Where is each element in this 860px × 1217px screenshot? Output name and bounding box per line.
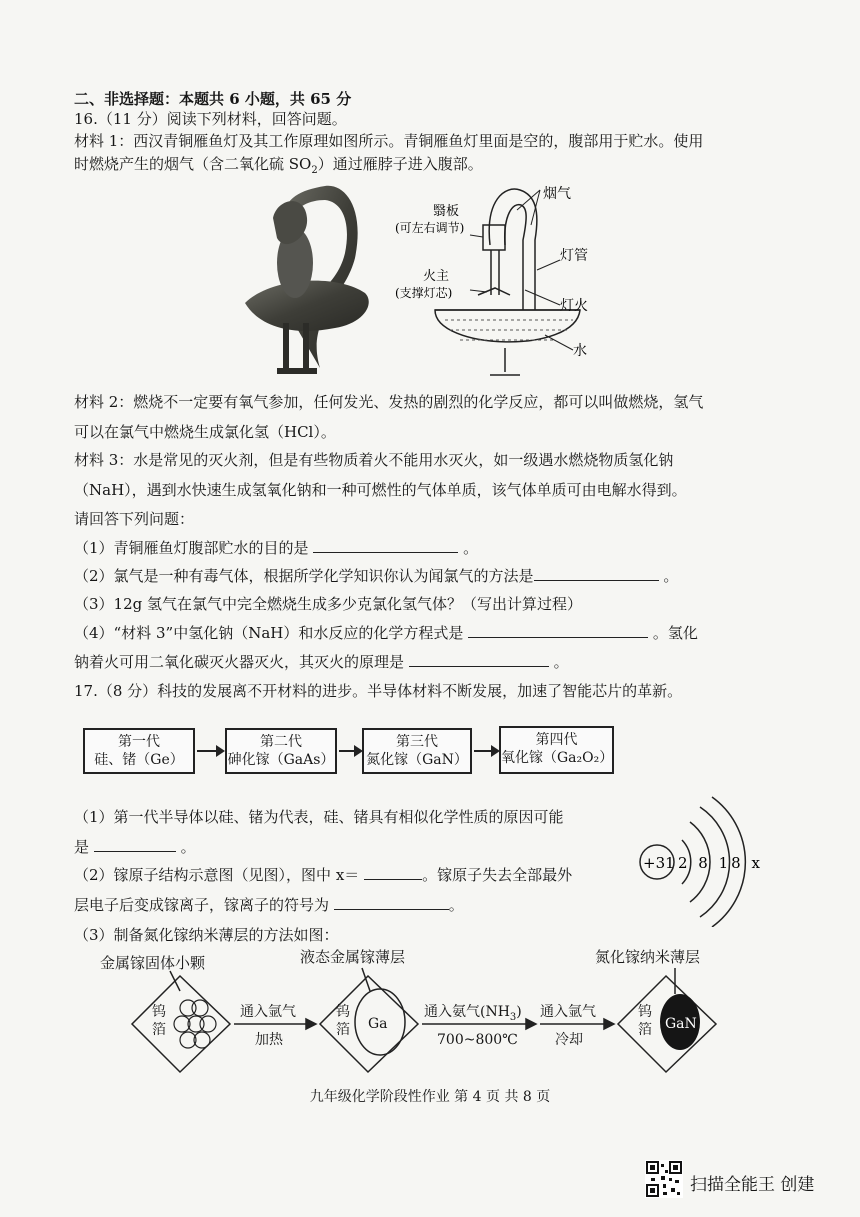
arrow2-top: 通入氨气$(NH_3)$ (424, 1004, 522, 1023)
answer-blank-16-2[interactable] (534, 566, 659, 581)
goose-fish-lamp-photo (225, 178, 385, 383)
label-biban-note: (可左右调节) (395, 221, 465, 235)
q16-part4: （4）“材料 3”中氢化钠（NaH）和水反应的化学方程式是 。氢化 (74, 624, 698, 642)
gan-label: GaN (665, 1016, 697, 1032)
lamp-working-diagram (395, 180, 625, 385)
q16-material3-line2: （NaH），遇到水快速生成氢氧化钠和一种可燃性的气体单质，该气体单质可由电解水得到。 (74, 481, 687, 499)
page-footer: 九年级化学阶段性作业 第 4 页 共 8 页 (309, 1089, 551, 1105)
q17-part3: （3）制备氮化镓纳米薄层的方法如图： (74, 926, 339, 944)
arrow1-bottom: 加热 (255, 1032, 283, 1048)
q17-part2-line1: （2）镓原子结构示意图（见图），图中 x＝ 。镓原子失去全部最外 (74, 866, 573, 884)
gen-arrow-1 (197, 750, 217, 752)
stage2-label: 液态金属镓薄层 (300, 948, 406, 966)
stage1-label: 金属镓固体小颗 (100, 954, 206, 972)
foil-label-3b: 箔 (638, 1022, 652, 1038)
label-biban: 翳板 (433, 204, 460, 219)
atom-shells: 2 8 18 x (678, 854, 763, 872)
label-dengguan: 灯管 (560, 248, 588, 264)
gen-arrow-2 (339, 750, 355, 752)
q16-material2-line1: 材料 2：燃烧不一定要有氧气参加，任何发光、发热的剧烈的化学反应，都可以叫做燃烧，氢气 (74, 393, 704, 411)
q16-prompt: 请回答下列问题： (74, 510, 195, 528)
gan-preparation-process (100, 946, 740, 1076)
answer-blank-17-2b[interactable] (334, 895, 449, 910)
answer-blank-16-4a[interactable] (468, 623, 648, 638)
answer-blank-17-2a[interactable] (364, 865, 422, 880)
q17-part1-line2: 是 。 (74, 838, 196, 856)
label-huozhu: 火主 (423, 269, 450, 284)
q16-material1-line1: 材料 1：西汉青铜雁鱼灯及其工作原理如图所示。青铜雁鱼灯里面是空的，腹部用于贮水。使用 (74, 132, 704, 150)
q16-material3-line1: 材料 3：水是常见的灭火剂，但是有些物质着火不能用水灭火，如一级遇水燃烧物质氢化钠 (74, 451, 674, 469)
arrow3-top: 通入氩气 (540, 1004, 596, 1020)
arrow2-bottom: 700~800℃ (437, 1032, 518, 1048)
gen-1-box: 第一代 硅、锗（Ge） (83, 728, 195, 774)
gen-4-box: 第四代 氧化镓（Ga₂O₂） (499, 726, 614, 774)
label-yanqi: 烟气 (543, 186, 571, 202)
scanner-watermark: 扫描全能王 创建 (690, 1175, 815, 1195)
atom-nucleus: +31 (643, 854, 675, 872)
q17-header: 17.（8 分）科技的发展离不开材料的进步。半导体材料不断发展，加速了智能芯片的革新。 (74, 682, 683, 700)
q17-part2-line2: 层电子后变成镓离子，镓离子的符号为 。 (74, 896, 464, 914)
stage3-label: 氮化镓纳米薄层 (595, 948, 701, 966)
answer-blank-16-4b[interactable] (409, 652, 549, 667)
q16-material1-line2: 时燃烧产生的烟气（含二氧化硫 $SO_2$）通过雁脖子进入腹部。 (74, 155, 483, 176)
label-denghuo: 灯火 (560, 298, 588, 314)
foil-label-2a: 钨 (336, 1004, 350, 1020)
gen-2-box: 第二代 砷化镓（GaAs） (225, 728, 337, 774)
gallium-atom-diagram (630, 792, 780, 927)
foil-label-1a: 钨 (152, 1004, 166, 1020)
arrow1-top: 通入氩气 (240, 1004, 296, 1020)
q16-part4-line2: 钠着火可用二氧化碳灭火器灭火，其灭火的原理是 。 (74, 653, 569, 671)
foil-label-2b: 箔 (336, 1022, 350, 1038)
q16-header: 16.（11 分）阅读下列材料，回答问题。 (74, 110, 347, 128)
q16-part3: （3）12g 氢气在氯气中完全燃烧生成多少克氯化氢气体？（写出计算过程） (74, 595, 583, 613)
label-shui: 水 (573, 343, 587, 359)
q17-part1-line1: （1）第一代半导体以硅、锗为代表，硅、锗具有相似化学性质的原因可能 (74, 808, 564, 826)
ga-label: Ga (368, 1016, 388, 1032)
section-title: 二、非选择题：本题共 6 小题，共 65 分 (74, 90, 352, 108)
gen-arrow-3 (474, 750, 492, 752)
q16-part1: （1）青铜雁鱼灯腹部贮水的目的是 。 (74, 539, 479, 557)
gen-3-box: 第三代 氮化镓（GaN） (362, 728, 472, 774)
foil-label-3a: 钨 (638, 1004, 652, 1020)
q16-material2-line2: 可以在氯气中燃烧生成氯化氢（HCl）。 (74, 423, 336, 441)
label-huozhu-note: (支撑灯芯) (395, 286, 453, 300)
qr-code-icon (645, 1160, 683, 1198)
arrow3-bottom: 冷却 (555, 1032, 583, 1048)
foil-label-1b: 箔 (152, 1022, 166, 1038)
answer-blank-17-1[interactable] (94, 837, 176, 852)
answer-blank-16-1[interactable] (313, 538, 458, 553)
q16-part2: （2）氯气是一种有毒气体，根据所学化学知识你认为闻氯气的方法是 。 (74, 567, 679, 585)
